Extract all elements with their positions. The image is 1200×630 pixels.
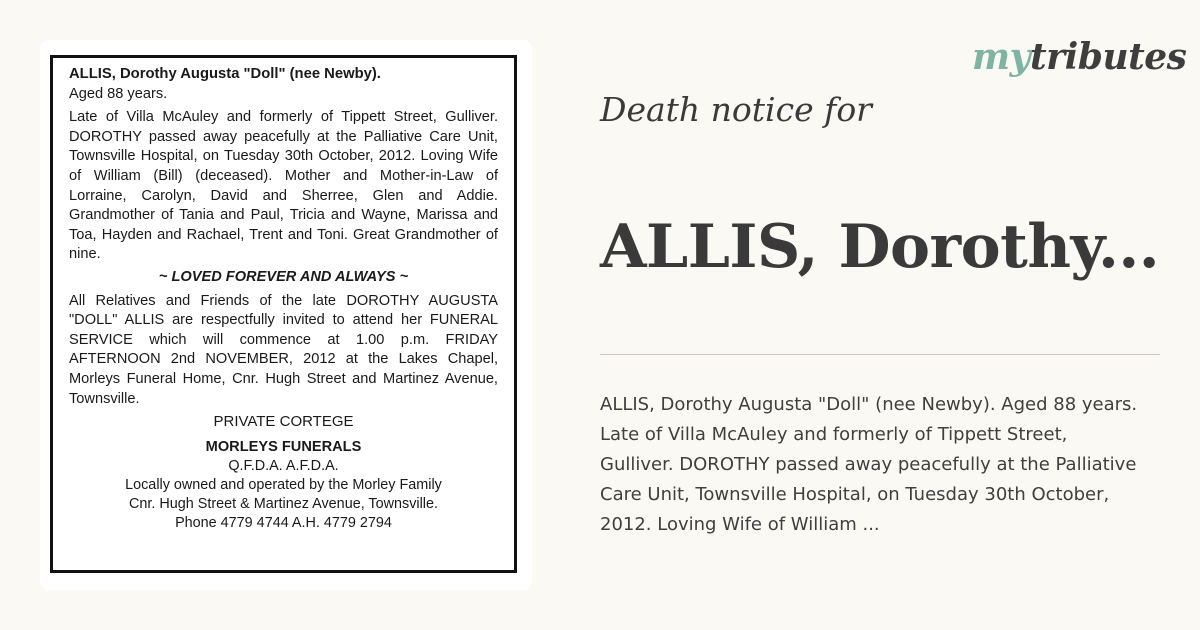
- notice-credentials: Q.F.D.A. A.F.D.A.: [228, 457, 339, 474]
- notice-paragraph-details: Late of Villa McAuley and formerly of Tippett Street, Gulliver. DOROTHY passed away peacefully at the Palliative Care Unit, Townsville Hospital, on Tuesday 30th October, 2012. Loving Wife of William (Bill) (deceased). Mother and Mother-in-Law of Lorraine, Carolyn, David and Sherree, Glen and Addie. Grandmother of Tania and Paul, Tricia and Wayne, Marissa and Toa, Hayden and Rachael, Trent and Toni. Great Grandmother of nine.: [69, 109, 498, 263]
- notice-paper: [40, 40, 532, 590]
- brand-logo[interactable]: [972, 36, 1186, 78]
- notice-company-name: MORLEYS FUNERALS: [205, 438, 362, 455]
- notice-heading: ALLIS, Dorothy Augusta "Doll" (nee Newby).: [69, 66, 381, 82]
- notice-loved-line: ~ LOVED FOREVER AND ALWAYS ~: [158, 268, 409, 285]
- brand-logo-prefix: my: [972, 36, 1031, 78]
- notice-phone: Phone 4779 4744 A.H. 4779 2794: [175, 514, 392, 531]
- notice-summary-text: ALLIS, Dorothy Augusta "Doll" (nee Newby). Aged 88 years. Late of Villa McAuley and formerly of Tippett Street, Gulliver. DOROTHY passed away peacefully at the Palliative Care Unit, Townsville Hospital, on Tuesday 30th October, 2012. Loving Wife of William ...: [600, 394, 1138, 535]
- notice-frame: [50, 55, 517, 573]
- notice-private-cortege: PRIVATE CORTEGE: [213, 413, 354, 431]
- notice-image-card: [40, 40, 532, 590]
- notice-paragraph-funeral: All Relatives and Friends of the late DOROTHY AUGUSTA "DOLL" ALLIS are respectfully invited to attend her FUNERAL SERVICE which will commence at 1.00 p.m. FRIDAY AFTERNOON 2nd NOVEMBER, 2012 at the Lakes Chapel, Morleys Funeral Home, Cnr. Hugh Street and Martinez Avenue, Townsville.: [69, 292, 498, 407]
- brand-logo-suffix: tributes: [1030, 36, 1187, 78]
- deceased-name-title: ALLIS, Dorothy...: [600, 212, 1160, 282]
- notice-owned-line: Locally owned and operated by the Morley Family: [125, 476, 442, 493]
- notice-address: Cnr. Hugh Street & Martinez Avenue, Townsville.: [128, 495, 439, 512]
- divider: [600, 354, 1160, 355]
- death-notice-eyebrow: Death notice for: [600, 90, 872, 129]
- notice-age: Aged 88 years.: [69, 85, 168, 102]
